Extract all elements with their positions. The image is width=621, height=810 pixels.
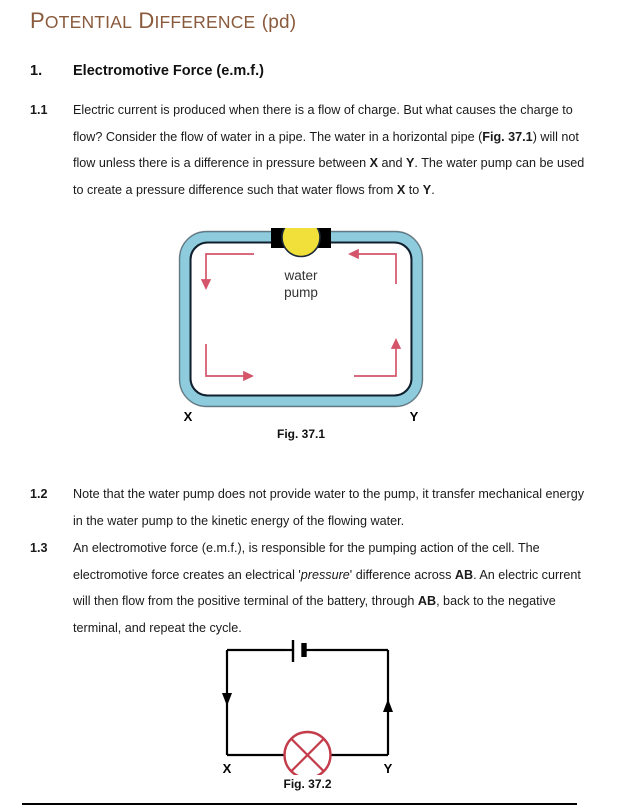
paragraph-1-3	[30, 535, 592, 641]
page-title-p2-cap: D	[138, 8, 155, 33]
page-title-p2-rest: IFFERENCE	[154, 12, 256, 32]
paragraph-number: 1.1	[30, 103, 48, 117]
figure1-label-y: Y	[409, 409, 419, 424]
text-segment-4: . An electric current will then flow from the positive terminal of the battery, through	[73, 567, 581, 608]
water-pump-label-line1: water	[284, 268, 318, 283]
text-segment-2: ' difference across	[349, 567, 455, 582]
paragraph-body	[73, 535, 592, 641]
paragraph-body	[73, 481, 592, 534]
text-segment-2: ) will not flow unless there is a difference in pressure between	[73, 129, 579, 170]
figure2-caption: Fig. 37.2	[283, 777, 332, 791]
text-segment-5: AB	[417, 594, 437, 608]
paragraph-number: 1.3	[30, 541, 48, 555]
text-segment-1: Fig. 37.1	[482, 129, 533, 144]
figure2-label-x: X	[222, 761, 232, 775]
footer-divider	[22, 803, 577, 805]
figure1-caption: Fig. 37.1	[276, 427, 326, 441]
current-arrows	[222, 693, 393, 712]
section-heading	[30, 63, 590, 79]
text-segment-6: , back to the negative terminal, and repeat the cycle.	[73, 594, 556, 635]
current-arrow-left-down	[222, 693, 232, 706]
figure-circuit-diagram	[205, 640, 410, 775]
pipe-interior	[192, 244, 411, 395]
text-segment-4: and	[378, 156, 407, 170]
page-title-suffix: (pd)	[261, 12, 297, 33]
paragraph-number: 1.2	[30, 487, 48, 501]
lamp-symbol	[285, 732, 331, 775]
text-segment-5: Y	[406, 156, 415, 170]
text-segment-8: to	[405, 182, 423, 197]
paragraph-1-2	[30, 481, 592, 534]
text-segment-10: .	[431, 182, 435, 197]
text-segment-0: An electromotive force (e.m.f.), is responsible for the pumping action of the cell. The electromotive force creates an electrical '	[73, 541, 540, 582]
text-segment-0: Electric current is produced when there is a flow of charge. But what causes the charge to flow? Consider the flow of water in a pipe. The water in a horizontal pipe (	[73, 103, 573, 144]
text-segment-0: Note that the water pump does not provide water to the pump, it transfer mechanical energy in the water pump to the kinetic energy of the flowing water.	[73, 487, 585, 528]
page-title	[30, 8, 296, 34]
text-segment-1: pressure	[300, 567, 350, 582]
page-title-p1-cap: P	[30, 8, 45, 33]
water-pump-label-line2: pump	[284, 285, 318, 300]
section-number: 1.	[30, 63, 43, 79]
section-title: Electromotive Force (e.m.f.)	[73, 63, 264, 79]
paragraph-1-1	[30, 97, 592, 203]
text-segment-6: . The water pump can be used to create a pressure difference such that water flows from	[73, 156, 585, 197]
text-segment-3: AB	[454, 567, 474, 582]
figure1-label-x: X	[183, 409, 193, 424]
text-segment-3: X	[369, 156, 378, 170]
current-arrow-right-up	[383, 699, 393, 712]
paragraph-body	[73, 97, 592, 203]
text-segment-7: X	[396, 182, 406, 197]
figure-water-pump-diagram	[176, 228, 426, 443]
page-title-p1-rest: OTENTIAL	[44, 12, 133, 32]
text-segment-9: Y	[422, 182, 432, 197]
figure2-label-y: Y	[383, 761, 393, 775]
